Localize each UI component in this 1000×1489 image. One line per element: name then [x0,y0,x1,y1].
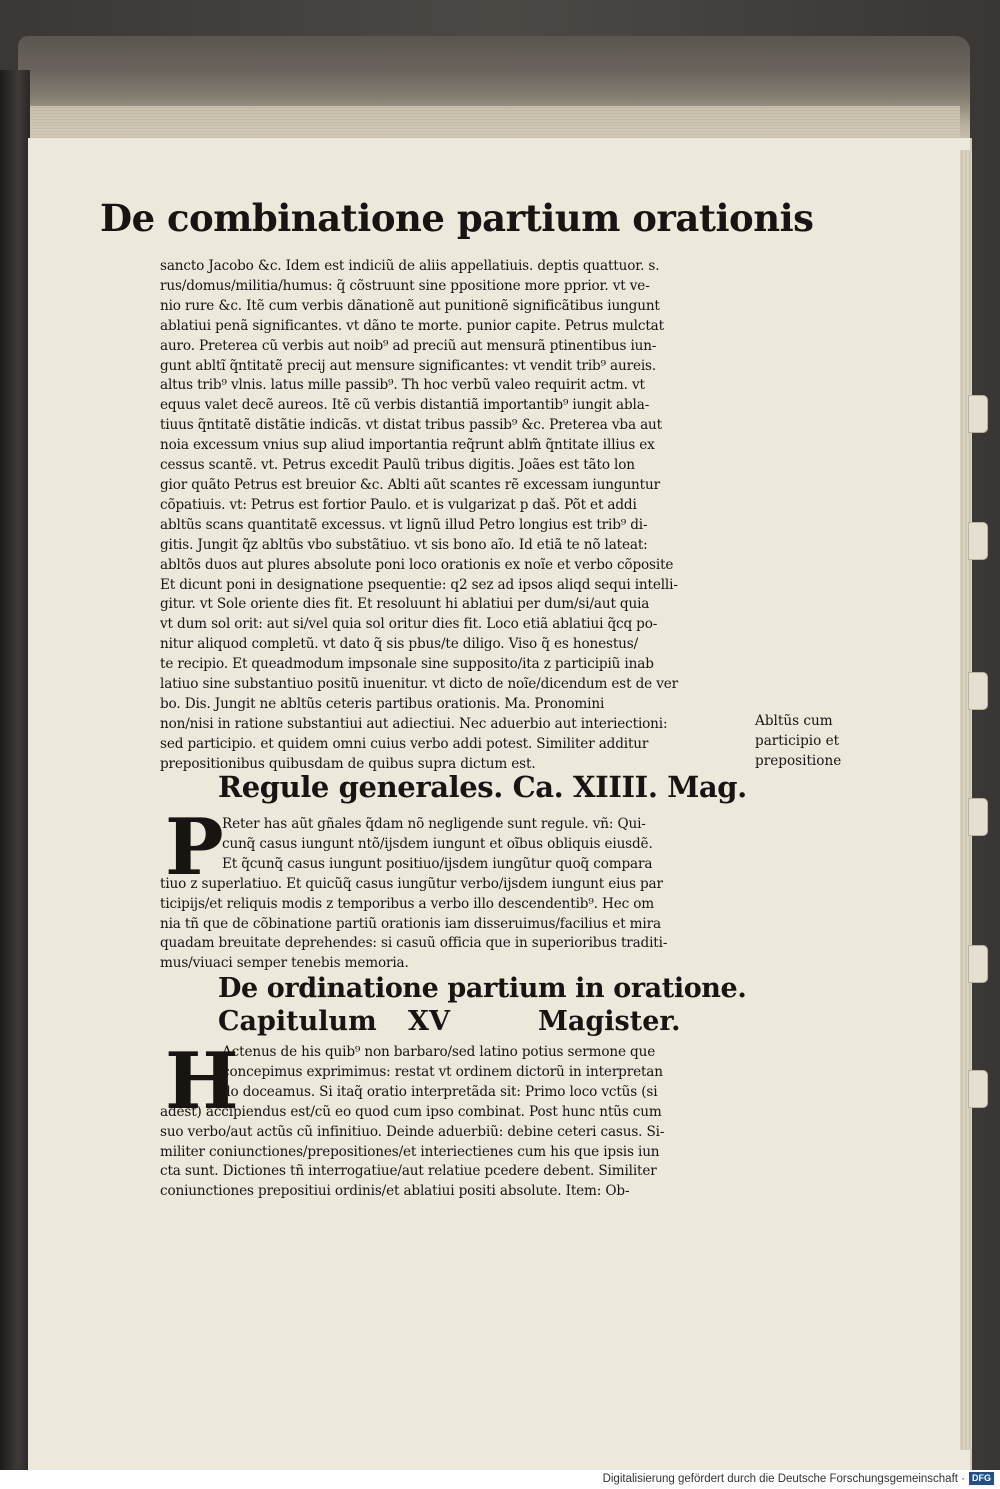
text-line: Reter has aũt gñales q̃dam nõ negligende sunt regule. vñ: Qui- [222,816,646,832]
text-line: noia excessum vnius sup aliud importantia req̃runt ablm̃ q̃ntitate illius ex [160,437,655,454]
page-tab [968,395,988,433]
heading-word: XV [408,1006,450,1037]
text-line: gunt abltĩ q̃ntitatẽ precij aut mensure significantes: vt vendit trib⁹ aureis. [160,357,657,374]
text-line: do doceamus. Si itaq̃ oratio interpretãda sit: Primo loco vctũs (si [222,1083,658,1100]
margin-note-line: participio et [755,732,840,749]
text-line: tiuus q̃ntitatẽ distãtie indicãs. vt distat tribus passib⁹ &c. Preterea vba aut [160,417,662,434]
text-line: suo verbo/aut actũs cũ infinitiuo. Deinde aduerbiũ: debine ceteri casus. Si- [160,1123,665,1140]
text-line: coniunctiones prepositiui ordinis/et ablatiui positi absolute. Item: Ob- [160,1183,630,1200]
margin-note-line: Abltũs cum [755,713,833,729]
body-paragraph-3 [160,1036,760,1202]
text-line: cunq̃ casus iungunt ntõ/ijsdem iungunt et oĩbus obliquis eiusdẽ. [222,835,653,852]
text-line: cessus scantẽ. vt. Petrus excedit Paulũ tribus digitis. Joães est tãto lon [160,457,635,474]
text-line: nitur aliquod completũ. vt dato q̃ sis pbus/te diligo. Viso q̃ es honestus/ [160,636,639,653]
chapter-heading-15-sub [218,1006,758,1037]
margin-note-line: prepositione [755,752,842,769]
text-line: ablatiui penã significantes. vt dãno te morte. punior capite. Petrus mulctat [160,317,664,334]
text-line: rus/domus/militia/humus: q̃ cõstruunt sine ppositione more pprior. vt ve- [160,277,650,294]
text-line: militer coniunctiones/prepositiones/et interiectienes cum his que ipsis iun [160,1143,660,1160]
page-tab [968,1070,988,1108]
text-line: nia tñ que de cõbinatione partiũ orationis iam disseruimus/facilius et mira [160,915,661,932]
credit-text: Digitalisierung gefördert durch die Deutsche Forschungsgemeinschaft · [602,1473,965,1485]
text-line: abltõs duos aut plures absolute poni loco orationis ex noĩe et verbo cõposite [160,556,674,573]
text-line: te recipio. Et queadmodum impsonale sine supposito/ita z participiũ inab [160,656,654,673]
text-line: latiuo sine substantiuo positũ inuenitur. vt dicto de noĩe/dicendum est de ver [160,676,678,693]
text-line: mus/viuaci semper tenebis memoria. [160,955,409,972]
heading-word: Capitulum [218,1006,377,1037]
body-paragraph-1 [160,257,760,775]
text-line: non/nisi in ratione substantiui aut adiectiui. Nec aduerbio aut interiectioni: [160,715,668,732]
text-line: Et q̃cunq̃ casus iungunt positiuo/ijsdem iungũtur quoq̃ compara [222,855,653,872]
text-line: sed participio. et quidem omni cuius verbo addi potest. Similiter additur [160,735,649,752]
text-line: Et dicunt poni in designatione psequentie: q2 sez ad ipsos aliqd sequi intelli- [160,576,678,593]
chapter-heading-14: Regule generales. Ca. XIIII. Mag. [218,770,747,804]
page-tab [968,522,988,560]
text-line: cõpatiuis. vt: Petrus est fortior Paulo. et is vulgarizat p daš. Põt et addi [160,496,637,513]
text-line: vt dum sol orit: aut si/vel quia sol oritur dies fit. Loco etiã ablatiui q̃cq po- [160,616,658,633]
text-line: nio rure &c. Itẽ cum verbis dãnationẽ aut punitionẽ significãtibus iungunt [160,297,660,314]
text-line: bo. Dis. Jungit ne abltũs ceteris partibus orationis. Ma. Pronomini [160,695,605,712]
dfg-logo: DFG [969,1472,994,1485]
text-line: Actenus de his quib⁹ non barbaro/sed latino potius sermone que [222,1044,656,1060]
page-tab [968,798,988,836]
text-line: tiuo z superlatiuo. Et quicũq̃ casus iungũtur verbo/ijsdem iungunt eius par [160,875,663,892]
page-tab [968,945,988,983]
text-line: abltũs scans quantitatẽ excessus. vt lignũ illud Petro longius est trib⁹ di- [160,516,648,533]
text-line: altus trib⁹ vlnis. latus mille passib⁹. Th hoc verbũ valeo requirit actm. vt [160,377,645,394]
text-line: ticipijs/et reliquis modis z temporibus a verbo illo descendentib⁹. Hec om [160,895,654,912]
text-line: gitis. Jungit q̃z abltũs vbo substãtiuo. vt sis bono aĩo. Id etiã te nõ lateat: [160,536,648,553]
body-paragraph-2 [160,815,760,974]
text-line: gior quãto Petrus est breuior &c. Ablti aũt scantes rẽ excessam iunguntur [160,476,660,493]
heading-word: Magister. [538,1006,681,1037]
page-tab [968,672,988,710]
text-line: sancto Jacobo &c. Idem est indiciũ de aliis appellatiuis. deptis quattuor. s. [160,258,660,274]
book-spine [0,70,30,1470]
text-line: quadam breuitate deprehendes: si casuũ officia que in superioribus traditi- [160,935,668,952]
drop-cap: H [165,1036,239,1127]
page-title: De combinatione partium orationis [100,196,814,240]
drop-cap: P [165,802,224,893]
margin-note [755,712,865,772]
text-line: gitur. vt Sole oriente dies fit. Et resoluunt hi ablatiui per dum/si/aut quia [160,596,650,613]
text-line: equus valet decẽ aureos. Itẽ cũ verbis distantiã importantib⁹ iungit abla- [160,397,650,414]
text-line: adest) accipiendus est/cũ eo quod cum ipso combinat. Post hunc ntũs cum [160,1103,662,1120]
chapter-heading-15: De ordinatione partium in oratione. [218,973,747,1004]
text-line: concepimus exprimimus: restat vt ordinem dictorũ in interpretan [222,1063,663,1080]
book-top-edge [18,36,970,148]
digitization-credit [0,1470,1000,1489]
text-line: prepositionibus quibusdam de quibus supra dictum est. [160,755,536,772]
text-line: cta sunt. Dictiones tñ interrogatiue/aut relatiue pcedere debent. Similiter [160,1163,657,1180]
text-line: auro. Preterea cũ verbis aut noib⁹ ad preciũ aut mensurã ptinentibus iun- [160,337,657,354]
